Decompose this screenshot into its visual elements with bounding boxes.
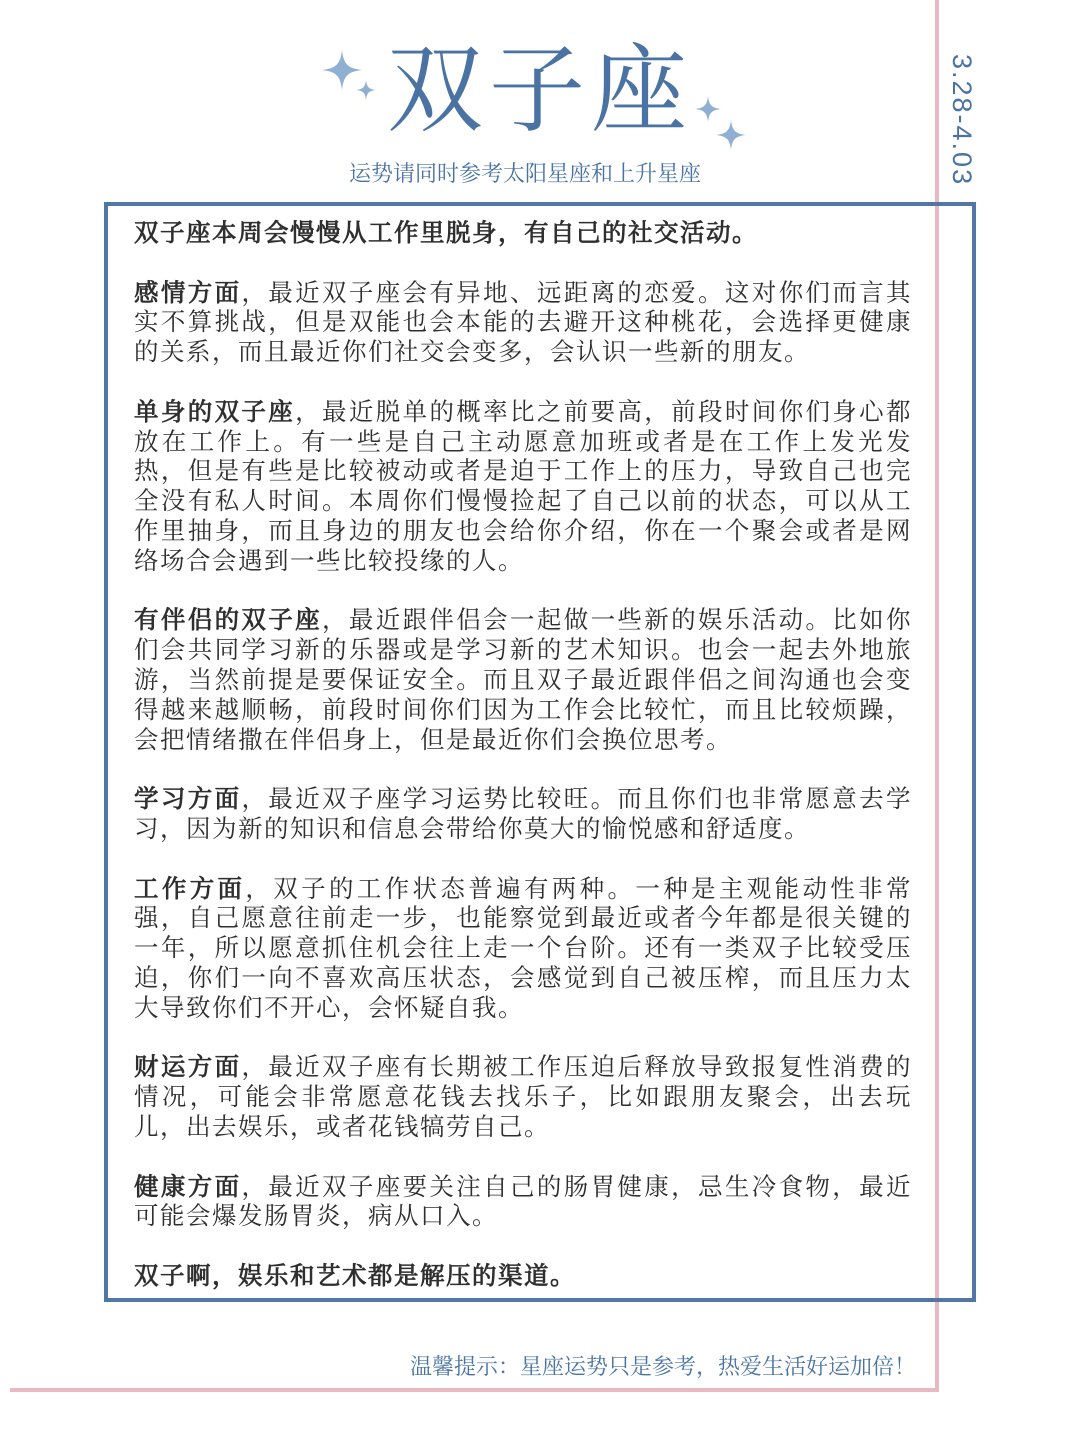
section-paragraph (134, 1052, 912, 1141)
section-heading: 工作方面 (134, 873, 246, 903)
section-text: ，最近双子座有长期被工作压迫后释放导致报复性消费的情况，可能会非常愿意花钱去找乐子，比如跟朋友聚会，出去玩儿，出去娱乐，或者花钱犒劳自己。 (134, 1052, 913, 1141)
section-paragraph (134, 1172, 912, 1232)
horoscope-body (134, 218, 912, 1320)
section-text: ，最近双子座学习运势比较旺。而且你们也非常愿意去学习，因为新的知识和信息会带给你莫大的愉悦感和舒适度。 (134, 784, 913, 843)
section-heading: 学习方面 (134, 784, 242, 814)
section-heading: 健康方面 (134, 1171, 242, 1201)
section-paragraph (134, 784, 912, 844)
section-paragraph (134, 874, 912, 1023)
section-heading: 单身的双子座 (134, 396, 296, 426)
intro-paragraph: 双子座本周会慢慢从工作里脱身，有自己的社交活动。 (134, 218, 758, 247)
section-paragraph (134, 397, 912, 576)
section-heading: 感情方面 (134, 277, 242, 307)
section-paragraph (134, 278, 912, 367)
page-subtitle: 运势请同时参考太阳星座和上升星座 (348, 162, 701, 187)
section-heading: 有伴侣的双子座 (134, 605, 322, 635)
section-text: ，最近双子座会有异地、远距离的恋爱。这对你们而言其实不算挑战，但是双能也会本能的去避开这种桃花，会选择更健康的关系，而且最近你们社交会变多，会认识一些新的朋友。 (134, 277, 913, 367)
section-heading: 财运方面 (134, 1052, 242, 1082)
page-title: 双子座 (387, 34, 693, 146)
section-text: ，双子的工作状态普遍有两种。一种是主观能动性非常强，自己愿意往前走一步，也能察觉到最近或者今年都是很关键的一年，所以愿意抓住机会往上走一个台阶。还有一类双子比较受压迫，你们一向不喜欢高压状态，会感觉到自己被压榨，而且压力太大导致你们不开心，会怀疑自我。 (134, 873, 913, 1022)
section-paragraph (134, 605, 912, 754)
section-text: ，最近脱单的概率比之前要高，前段时间你们身心都放在工作上。有一些是自己主动愿意加班或者是在工作上发光发热，但是有些是比较被动或者是迫于工作上的压力，导致自己也完全没有私人时间。本周你们慢慢捡起了自己以前的状态，可以从工作里抽身，而且身边的朋友也会给你介绍，你在一个聚会或者是网络场合会遇到一些比较投缘的人。 (134, 396, 913, 575)
section-text: ，最近跟伴侣会一起做一些新的娱乐活动。比如你们会共同学习新的乐器或是学习新的艺术知识。也会一起去外地旅游，当然前提是要保证安全。而且双子最近跟伴侣之间沟通也会变得越来越顺畅，前段时间你们因为工作会比较忙，而且比较烦躁，会把情绪撒在伴侣身上，但是最近你们会换位思考。 (134, 605, 912, 754)
closing-paragraph: 双子啊，娱乐和艺术都是解压的渠道。 (134, 1260, 576, 1290)
footer-tip: 温馨提示：星座运势只是参考，热爱生活好运加倍！ (410, 1355, 917, 1380)
date-range: 3.28-4.03 (947, 54, 977, 187)
section-text: ，最近双子座要关注自己的肠胃健康，忌生冷食物，最近可能会爆发肠胃炎，病从口入。 (134, 1171, 913, 1231)
pink-horizontal-divider (10, 1388, 939, 1392)
